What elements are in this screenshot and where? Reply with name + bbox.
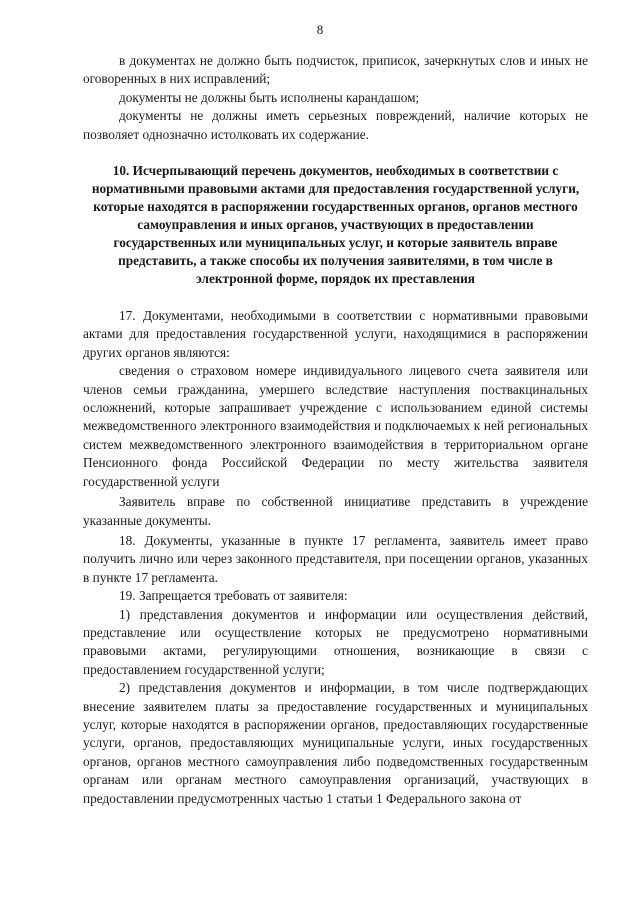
paragraph-no-pencil: документы не должны быть исполнены карандашом; <box>119 89 420 105</box>
paragraph-applicant-right: Заявитель вправе по собственной инициативе представить в учреждение указанные документы. <box>83 494 588 528</box>
paragraph-item-19-2: 2) представления документов и информации, в том числе подтверждающих внесение заявителем платы за предоставление государственных и муниципальных услуг, которые находятся в распоряжении органов, предоставляющих государственные услуги, органов, предоставляющих муниципальные услуги, иных государственных органов, органов местного самоуправления либо подведомственных государственным органам или органам местного самоуправления организаций, участвующих в предоставлении предусмотренных частью 1 статьи 1 Федерального закона от <box>83 680 588 806</box>
paragraph-no-damage: документы не должны иметь серьезных повреждений, наличие которых не позволяет однозначно истолковать их содержание. <box>83 108 588 142</box>
page-content <box>83 52 588 808</box>
paragraph-no-erasures: в документах не должно быть подчисток, приписок, зачеркнутых слов и иных не оговоренных в них исправлений; <box>83 53 588 87</box>
paragraph-item-17: 17. Документами, необходимыми в соответствии с нормативными правовыми актами для предоставления государственной услуги, находящимися в распоряжении других органов являются: <box>83 308 588 360</box>
section-heading: 10. Исчерпывающий перечень документов, необходимых в соответствии с нормативными правовыми актами для предоставления государственной услуги, которые находятся в распоряжении государственных органов, органов местного самоуправления и иных органов, участвующих в предоставлении государственных или муниципальных услуг, и которые заявитель вправе представить, а также способы их получения заявителями, в том числе в электронной форме, порядок их преставления <box>91 163 580 287</box>
page-number: 8 <box>316 22 324 37</box>
paragraph-item-19-1: 1) представления документов и информации или осуществления действий, представление или осуществление которых не предусмотрено нормативными правовыми актами, регулирующими отношения, возникающие в связи с предоставлением государственной услуги; <box>83 606 588 677</box>
paragraph-item-19: 19. Запрещается требовать от заявителя: <box>119 588 348 604</box>
paragraph-snils-info: сведения о страховом номере индивидуального лицевого счета заявителя или членов семьи гражданина, умершего вследствие наступления поствакцинальных осложнений, которые запрашивает учреждение с использованием единой системы межведомственного электронного взаимодействия и подключаемых к ней региональных систем межведомственного электронного взаимодействия в территориальном органе Пенсионного фонда Российской Федерации по месту жительства заявителя государственной услуги <box>83 363 588 489</box>
paragraph-item-18: 18. Документы, указанные в пункте 17 регламента, заявитель имеет право получить лично или через законного представителя, при посещении органов, указанных в пункте 17 регламента. <box>83 532 588 585</box>
